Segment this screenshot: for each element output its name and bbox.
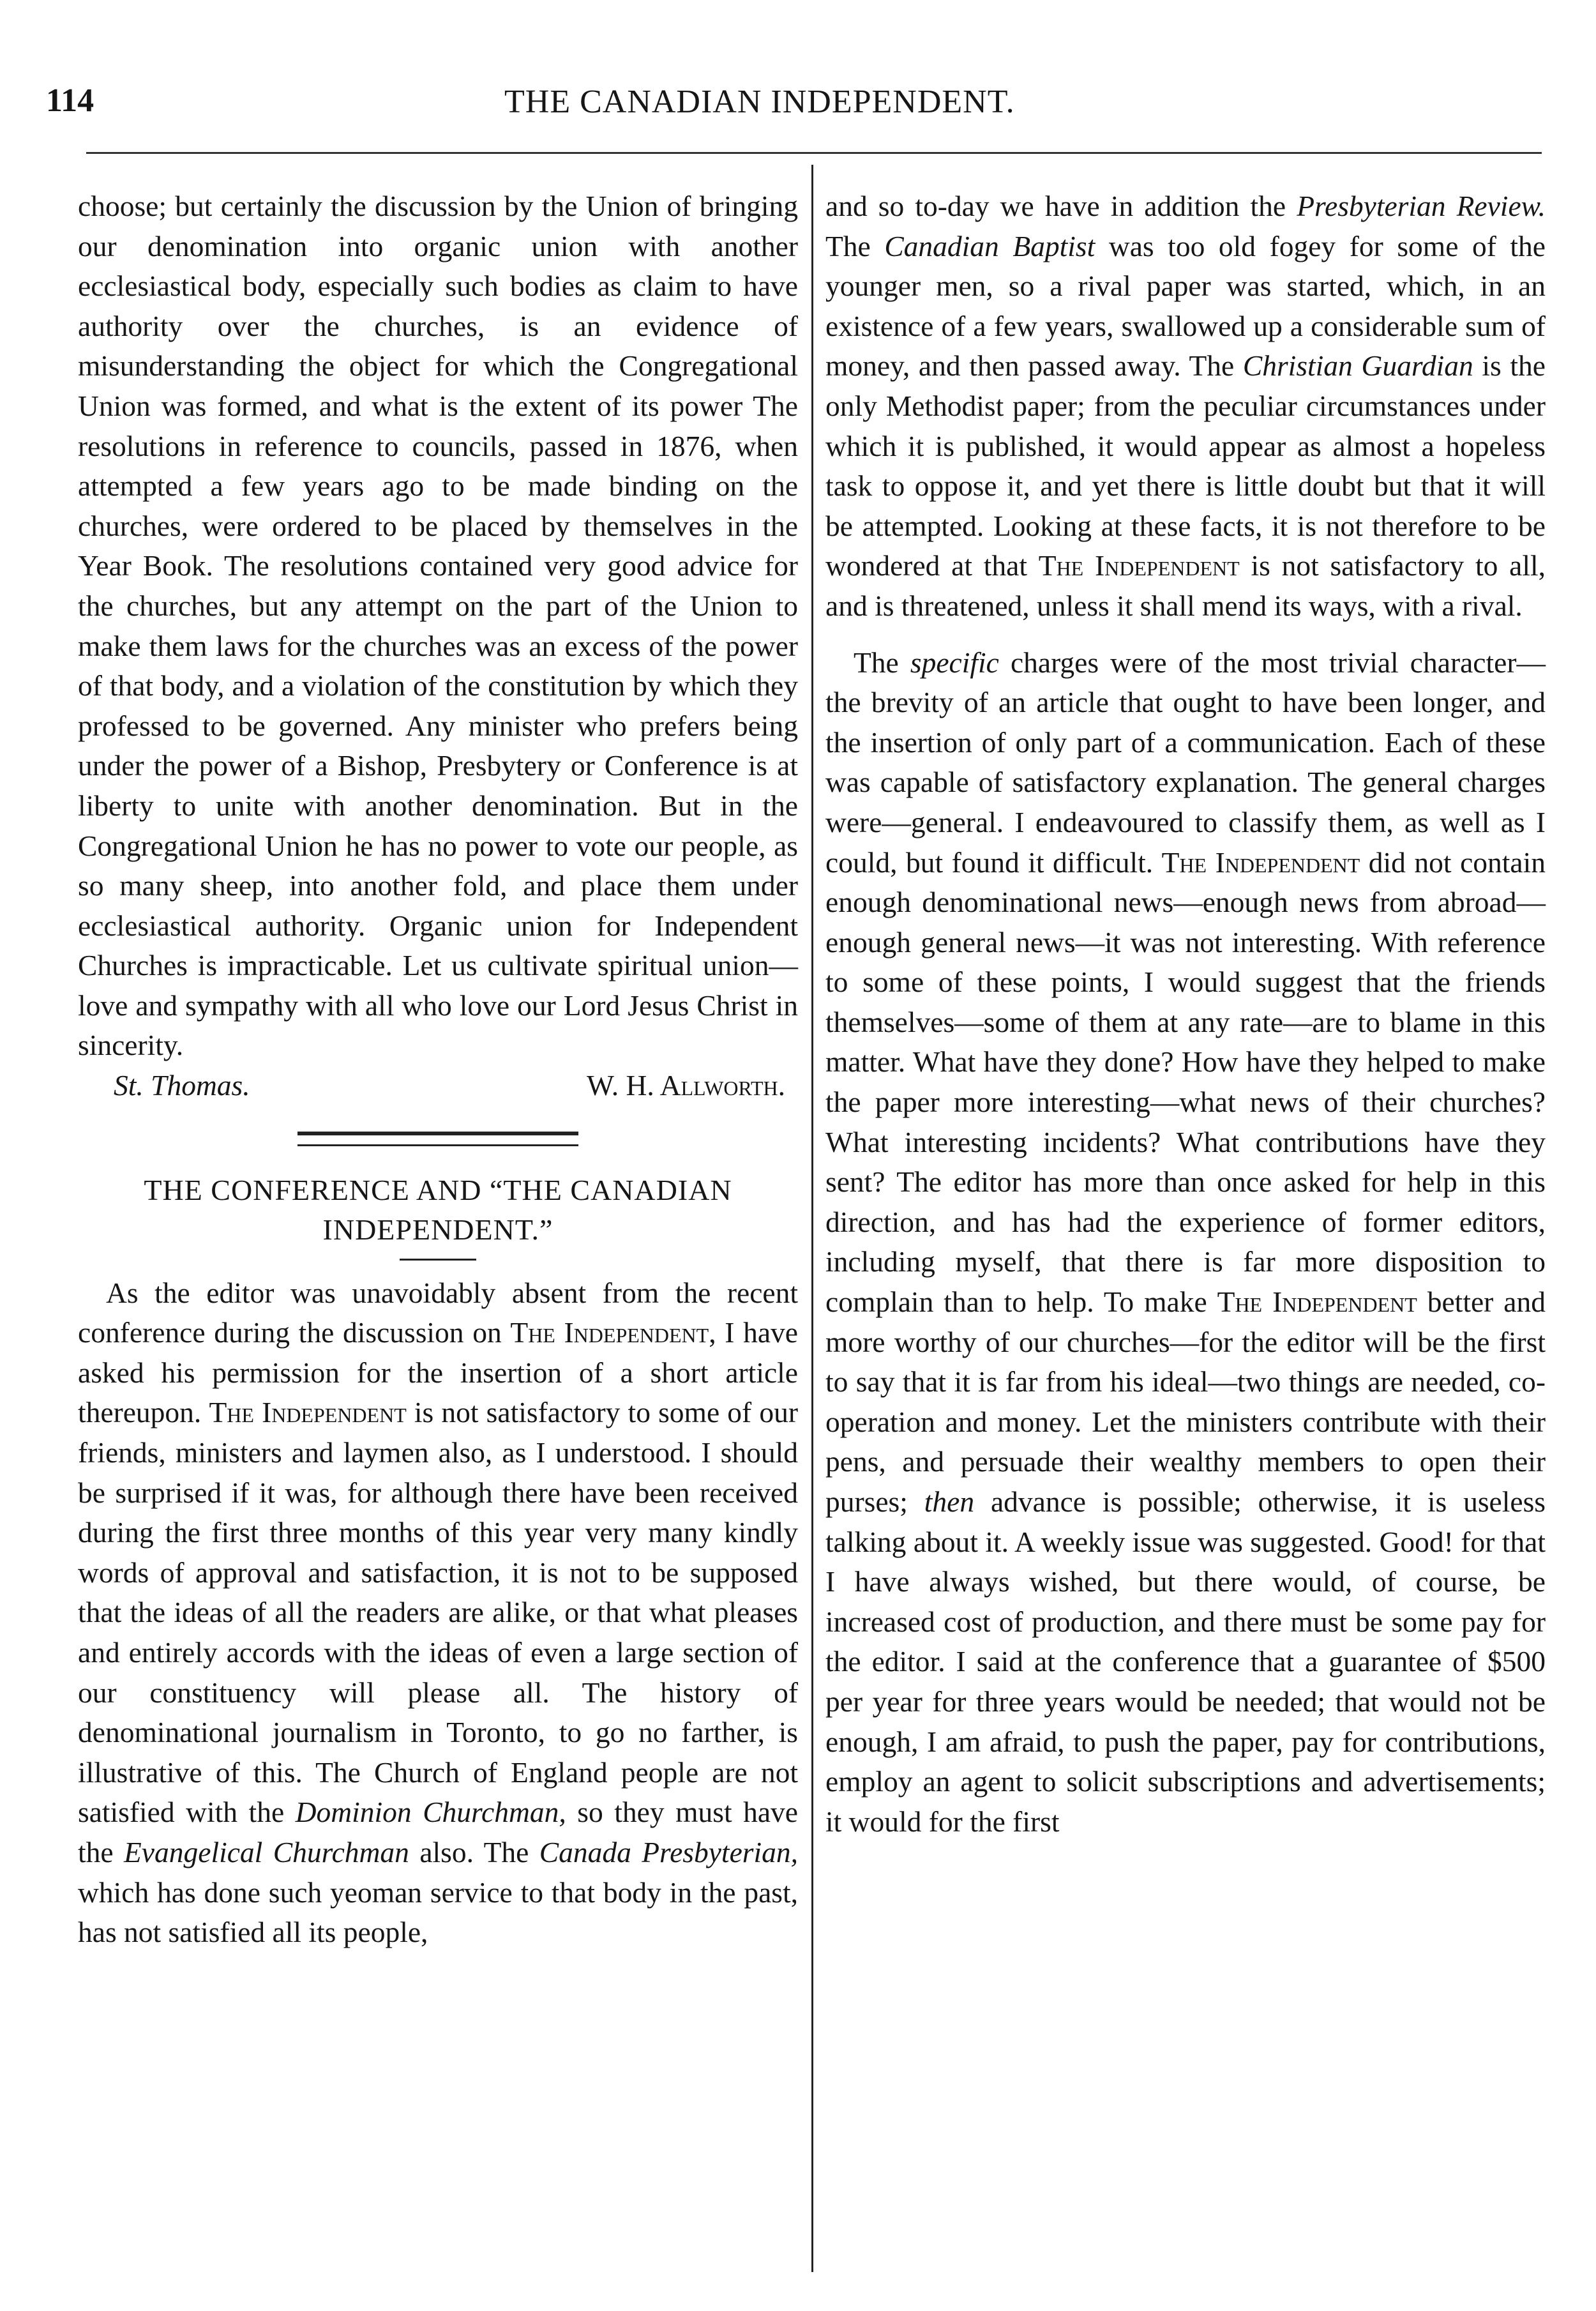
article-paragraph: The specific charges were of the most trivial character—the brevity of an article that ought to have been longer, and the insertion of only part of a communication. Each of these was capable of satisfactory explanation. The general charges were—general. I endeavoured to classify them, as well as I could, but found it difficult. The Independent did not contain enough denominational news—enough news from abroad—enough general news—it was not interesting. With reference to some of these points, I would suggest that the friends themselves—some of them at any rate—are to blame in this matter. What have they done? How have they helped to make the paper more interesting—what news of their churches? What interesting incidents? What contributions have they sent? The editor has more than once asked for help in this direction, and has had the experience of former editors, including myself, that there is far more disposition to complain than to help. To make The Independent better and more worthy of our churches—for the editor will be the first to say that it is far from his ideal—two things are needed, co-operation and money. Let the ministers contribute with their pens, and persuade their wealthy members to open their purses; then advance is possible; otherwise, it is useless talking about it. A weekly issue was suggested. Good! for that I have always wished, but there would, of course, be increased cost of production, and there must be some pay for the editor. I said at the conference that a guarantee of $500 per year for three years would be needed; that would not be enough, I am afraid, to push the paper, pay for contributions, employ an agent to solicit subscriptions and advertisements; it would for the first [825, 646, 1546, 1838]
signoff-name: W. H. Allworth. [587, 1069, 785, 1102]
column-divider [811, 165, 813, 2272]
letter-conclusion-paragraph: choose; but certainly the discussion by the Union of bringing our denomination into organic union with another ecclesiastical body, especially such bodies as claim to have authority over the churches, is an evidence of misunderstanding the object for which the Congregational Union was formed, and what is the extent of its power The resolutions in reference to councils, passed in 1876, when attempted a few years ago to be made binding on the churches, were ordered to be placed by themselves in the Year Book. The resolutions contained very good advice for the churches, but any attempt on the part of the Union to make them laws for the churches was an excess of the power of that body, and a violation of the constitution by which they professed to be governed. Any minister who prefers being under the power of a Bishop, Presbytery or Conference is at liberty to unite with another denomination. But in the Congregational Union he has no power to vote our people, as so many sheep, into another fold, and place them under ecclesiastical authority. Organic union for Independent Churches is impracticable. Let us cultivate spiritual union—love and sympathy with all who love our Lord Jesus Christ in sincerity. [78, 190, 798, 1062]
right-column [825, 186, 1546, 1842]
letter-signoff [78, 1066, 798, 1106]
title-underline [400, 1259, 476, 1261]
running-title: THE CANADIAN INDEPENDENT. [504, 84, 1015, 120]
left-column [78, 186, 798, 1953]
article-paragraph: As the editor was unavoidably absent from the recent conference during the discussion on The Independent, I have asked his permission for the insertion of a short article thereupon. The Independent is not satisfactory to some of our friends, ministers and laymen also, as I understood. I should be surprised if it was, for although there have been received during the first three months of this year very many kindly words of approval and satisfaction, it is not to be supposed that the ideas of all the readers are alike, or that what pleases and entirely accords with the ideas of even a large section of our constituency will please all. The history of denominational journalism in Toronto, to go no farther, is illustrative of this. The Church of England people are not satisfied with the Dominion Churchman, so they must have the Evangelical Churchman also. The Canada Presbyterian, which has done such yeoman service to that body in the past, has not satisfied all its people, [78, 1276, 799, 1949]
section-divider [297, 1132, 578, 1146]
signoff-place: St. Thomas. [114, 1069, 250, 1102]
header-rule [86, 152, 1542, 154]
article-paragraph-continued: and so to-day we have in addition the Presbyterian Review. The Canadian Baptist was too old fogey for some of the younger men, so a rival paper was started, which, in an existence of a few years, swallowed up a considerable sum of money, and then passed away. The Christian Guardian is the only Methodist paper; from the peculiar circumstances under which it is published, it would appear as almost a hopeless task to oppose it, and yet there is little doubt but that it will be attempted. Looking at these facts, it is not therefore to be wondered at that The Independent is not satisfactory to all, and is threatened, unless it shall mend its ways, with a rival. [825, 190, 1546, 622]
article-title: THE CONFERENCE AND “THE CANADIAN INDEPENDENT.” [144, 1173, 732, 1246]
page-header [0, 0, 1596, 147]
page-number: 114 [46, 82, 94, 119]
